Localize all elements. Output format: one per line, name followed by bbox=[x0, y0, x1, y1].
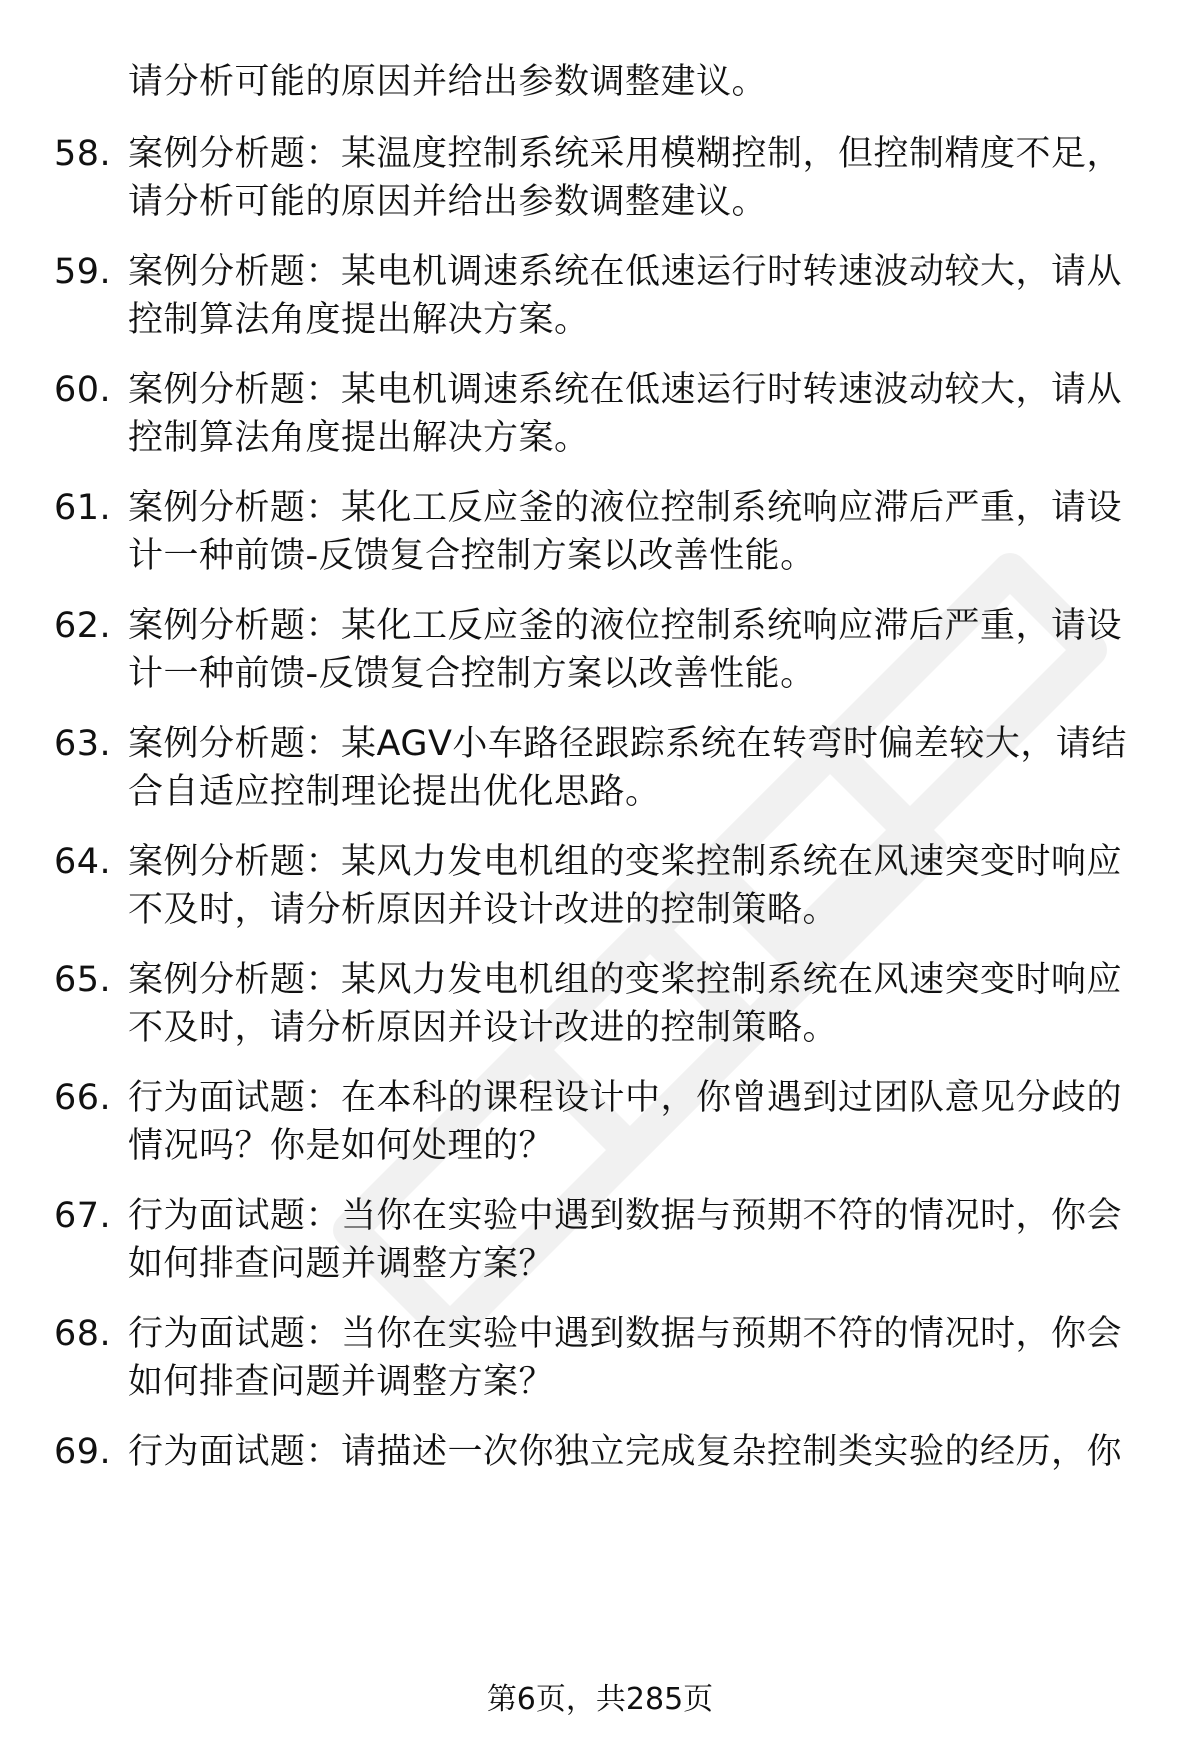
question-text bbox=[128, 1074, 1148, 1170]
question-text-line: 如何排查问题并调整方案？ bbox=[128, 1362, 555, 1402]
continued-question-line: 请分析可能的原因并给出参数调整建议。 bbox=[128, 62, 768, 102]
question-text-line: 合自适应控制理论提出优化思路。 bbox=[128, 772, 661, 812]
question-text bbox=[128, 1192, 1148, 1288]
question-text-line: 行为面试题：当你在实验中遇到数据与预期不符的情况时，你会 bbox=[128, 1314, 1123, 1354]
question-text-line: 控制算法角度提出解决方案。 bbox=[128, 418, 590, 458]
question-text-line: 行为面试题：请描述一次你独立完成复杂控制类实验的经历，你 bbox=[128, 1432, 1123, 1472]
question-number: 65. bbox=[54, 960, 112, 1000]
question-text-line: 计一种前馈-反馈复合控制方案以改善性能。 bbox=[128, 654, 816, 694]
question-number: 66. bbox=[54, 1078, 112, 1118]
question-number: 58. bbox=[54, 134, 112, 174]
question-text-line: 请分析可能的原因并给出参数调整建议。 bbox=[128, 182, 768, 222]
question-text-line: 情况吗？你是如何处理的？ bbox=[128, 1126, 555, 1166]
question-text bbox=[128, 1428, 1148, 1476]
question-text bbox=[128, 248, 1148, 344]
question-text-line: 案例分析题：某风力发电机组的变桨控制系统在风速突变时响应 bbox=[128, 960, 1123, 1000]
question-number: 61. bbox=[54, 488, 112, 528]
question-text-line: 控制算法角度提出解决方案。 bbox=[128, 300, 590, 340]
question-text-line: 案例分析题：某温度控制系统采用模糊控制，但控制精度不足， bbox=[128, 134, 1123, 174]
question-text-line: 案例分析题：某电机调速系统在低速运行时转速波动较大，请从 bbox=[128, 252, 1123, 292]
question-number: 67. bbox=[54, 1196, 112, 1236]
question-text bbox=[128, 130, 1148, 226]
page-footer: 第6页，共285页 bbox=[486, 1682, 714, 1717]
question-text-line: 案例分析题：某电机调速系统在低速运行时转速波动较大，请从 bbox=[128, 370, 1123, 410]
question-number: 68. bbox=[54, 1314, 112, 1354]
question-text bbox=[128, 720, 1148, 816]
question-text bbox=[128, 838, 1148, 934]
question-text bbox=[128, 602, 1148, 698]
question-text bbox=[128, 1310, 1148, 1406]
question-text bbox=[128, 956, 1148, 1052]
question-number: 69. bbox=[54, 1432, 112, 1472]
question-number: 63. bbox=[54, 724, 112, 764]
question-text bbox=[128, 366, 1148, 462]
question-text-line: 案例分析题：某风力发电机组的变桨控制系统在风速突变时响应 bbox=[128, 842, 1123, 882]
question-text-line: 行为面试题：在本科的课程设计中，你曾遇到过团队意见分歧的 bbox=[128, 1078, 1123, 1118]
question-text bbox=[128, 484, 1148, 580]
question-text-line: 如何排查问题并调整方案？ bbox=[128, 1244, 555, 1284]
question-text-line: 案例分析题：某化工反应釜的液位控制系统响应滞后严重，请设 bbox=[128, 606, 1123, 646]
question-text-line: 案例分析题：某AGV小车路径跟踪系统在转弯时偏差较大，请结 bbox=[128, 724, 1127, 764]
question-number: 62. bbox=[54, 606, 112, 646]
question-text-line: 行为面试题：当你在实验中遇到数据与预期不符的情况时，你会 bbox=[128, 1196, 1123, 1236]
question-number: 59. bbox=[54, 252, 112, 292]
question-number: 64. bbox=[54, 842, 112, 882]
question-text-line: 不及时，请分析原因并设计改进的控制策略。 bbox=[128, 890, 839, 930]
question-text-line: 不及时，请分析原因并设计改进的控制策略。 bbox=[128, 1008, 839, 1048]
question-text-line: 计一种前馈-反馈复合控制方案以改善性能。 bbox=[128, 536, 816, 576]
question-text-line: 案例分析题：某化工反应釜的液位控制系统响应滞后严重，请设 bbox=[128, 488, 1123, 528]
question-number: 60. bbox=[54, 370, 112, 410]
